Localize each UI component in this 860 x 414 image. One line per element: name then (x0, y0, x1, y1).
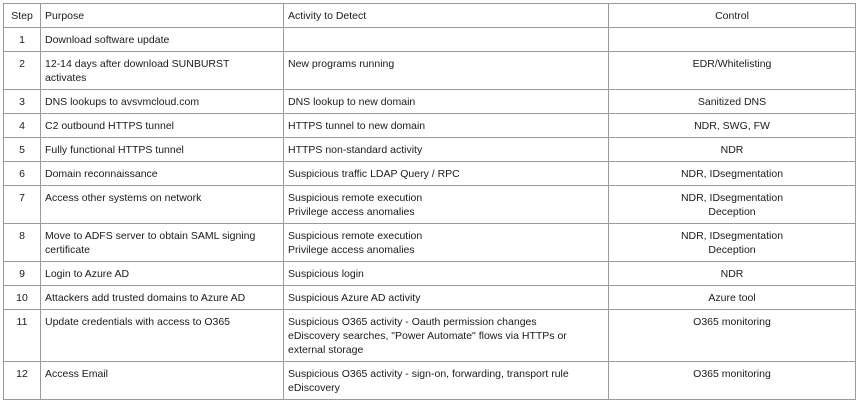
purpose-cell: Download software update (41, 28, 284, 52)
step-cell: 9 (4, 262, 41, 286)
activity-cell: DNS lookup to new domain (284, 90, 609, 114)
step-cell: 11 (4, 310, 41, 362)
control-cell: NDR, IDsegmentation Deception (609, 224, 856, 262)
table-row (4, 28, 856, 52)
activity-cell: Suspicious Azure AD activity (284, 286, 609, 310)
table-row (4, 138, 856, 162)
activity-cell: Suspicious login (284, 262, 609, 286)
header-control: Control (609, 4, 856, 28)
table-header-row (4, 4, 856, 28)
control-cell: NDR, SWG, FW (609, 114, 856, 138)
activity-cell: Suspicious traffic LDAP Query / RPC (284, 162, 609, 186)
step-cell: 12 (4, 362, 41, 400)
table-row (4, 262, 856, 286)
step-cell: 5 (4, 138, 41, 162)
activity-cell: Suspicious O365 activity - sign-on, forwarding, transport rule eDiscovery (284, 362, 609, 400)
control-cell (609, 28, 856, 52)
control-cell: NDR (609, 262, 856, 286)
purpose-cell: Access Email (41, 362, 284, 400)
activity-cell: HTTPS tunnel to new domain (284, 114, 609, 138)
purpose-cell: C2 outbound HTTPS tunnel (41, 114, 284, 138)
control-cell: NDR, IDsegmentation (609, 162, 856, 186)
step-cell: 3 (4, 90, 41, 114)
control-cell: Azure tool (609, 286, 856, 310)
table-row (4, 90, 856, 114)
table-container (3, 3, 856, 400)
purpose-cell: Fully functional HTTPS tunnel (41, 138, 284, 162)
purpose-cell: Update credentials with access to O365 (41, 310, 284, 362)
activity-cell (284, 28, 609, 52)
header-step: Step (4, 4, 41, 28)
table-row (4, 286, 856, 310)
table-row (4, 52, 856, 90)
table-row (4, 362, 856, 400)
table-row (4, 310, 856, 362)
control-cell: O365 monitoring (609, 362, 856, 400)
table-row (4, 224, 856, 262)
attack-steps-table (3, 3, 856, 400)
purpose-cell: Move to ADFS server to obtain SAML signing certificate (41, 224, 284, 262)
activity-cell: Suspicious remote execution Privilege access anomalies (284, 224, 609, 262)
purpose-cell: Attackers add trusted domains to Azure AD (41, 286, 284, 310)
step-cell: 6 (4, 162, 41, 186)
table-row (4, 186, 856, 224)
control-cell: O365 monitoring (609, 310, 856, 362)
header-purpose: Purpose (41, 4, 284, 28)
purpose-cell: DNS lookups to avsvmcloud.com (41, 90, 284, 114)
activity-cell: Suspicious remote execution Privilege access anomalies (284, 186, 609, 224)
control-cell: NDR, IDsegmentation Deception (609, 186, 856, 224)
control-cell: Sanitized DNS (609, 90, 856, 114)
step-cell: 2 (4, 52, 41, 90)
purpose-cell: 12-14 days after download SUNBURST activates (41, 52, 284, 90)
purpose-cell: Domain reconnaissance (41, 162, 284, 186)
activity-cell: New programs running (284, 52, 609, 90)
table-row (4, 114, 856, 138)
purpose-cell: Access other systems on network (41, 186, 284, 224)
activity-cell: Suspicious O365 activity - Oauth permission changes eDiscovery searches, "Power Automate" flows via HTTPs or external storage (284, 310, 609, 362)
table-row (4, 162, 856, 186)
step-cell: 10 (4, 286, 41, 310)
step-cell: 4 (4, 114, 41, 138)
control-cell: EDR/Whitelisting (609, 52, 856, 90)
step-cell: 7 (4, 186, 41, 224)
step-cell: 8 (4, 224, 41, 262)
header-activity: Activity to Detect (284, 4, 609, 28)
step-cell: 1 (4, 28, 41, 52)
control-cell: NDR (609, 138, 856, 162)
purpose-cell: Login to Azure AD (41, 262, 284, 286)
activity-cell: HTTPS non-standard activity (284, 138, 609, 162)
